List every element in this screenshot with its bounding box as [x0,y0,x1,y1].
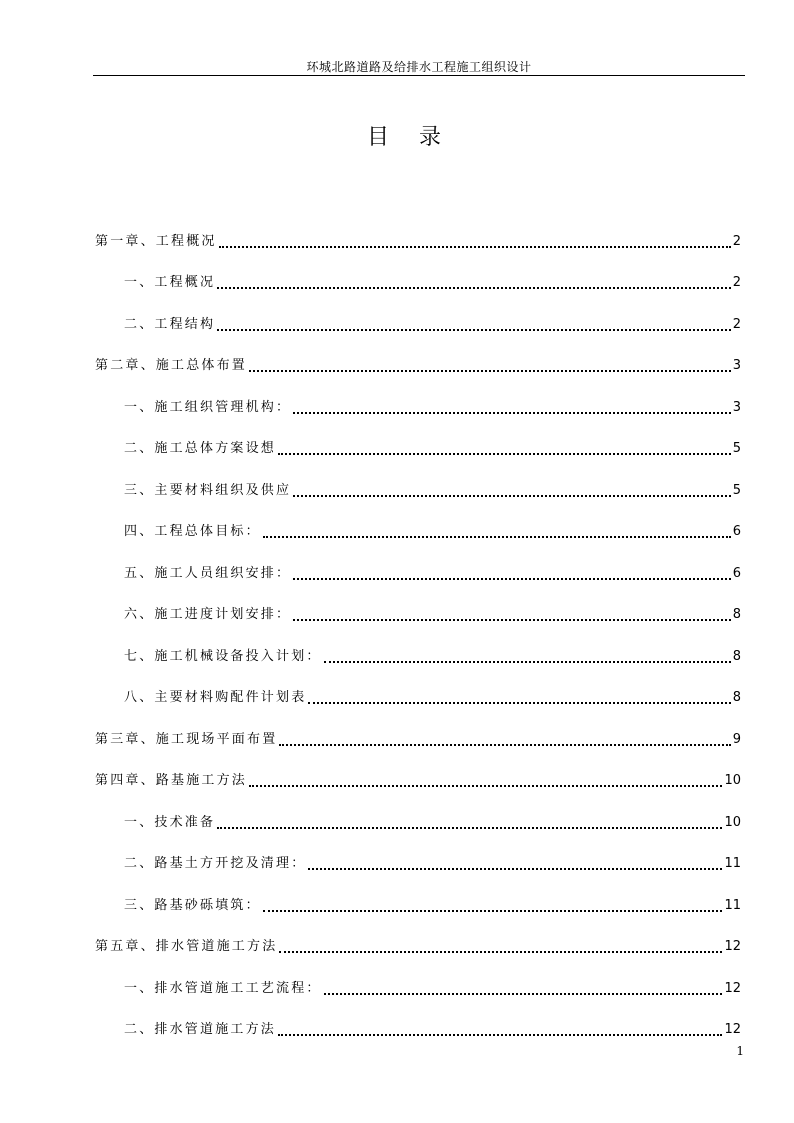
toc-entry-label: 八、主要材料购配件计划表 [124,690,307,705]
toc-entry[interactable] [95,625,741,667]
toc-entry[interactable] [95,210,741,252]
toc-entry-label: 第二章、施工总体布置 [95,358,248,373]
toc-entry[interactable] [95,874,741,916]
toc-entry[interactable] [95,957,741,999]
toc-entry[interactable] [95,293,741,335]
toc-leader-dots [219,246,731,248]
toc-leader-dots [324,993,723,995]
toc-entry-label: 一、技术准备 [124,814,216,830]
running-header: 环城北路道路及给排水工程施工组织设计 [306,60,532,74]
toc-entry-label: 七、施工机械设备投入计划： [124,648,322,664]
toc-entry-page: 8 [732,648,741,664]
toc-leader-dots [217,329,731,331]
toc-leader-dots [293,495,731,497]
toc-leader-dots [293,578,731,580]
toc-entry-label: 三、主要材料组织及供应 [124,482,292,498]
toc-entry[interactable] [95,252,741,294]
toc-entry[interactable] [95,335,741,377]
toc-entry[interactable] [95,584,741,626]
toc-entry-page: 11 [724,897,741,913]
toc-entry-label: 二、工程结构 [124,316,216,332]
toc-entry-page: 6 [732,524,741,539]
toc-entry-page: 2 [732,316,741,332]
toc-title: 目录 [366,125,471,150]
toc-entry-page: 12 [724,980,741,996]
toc-entry[interactable] [95,501,741,543]
toc-entry-page: 12 [724,939,741,954]
toc-leader-dots [293,412,731,414]
toc-entry-label: 二、路基土方开挖及清理： [124,856,307,871]
toc-leader-dots [249,785,722,787]
toc-leader-dots [263,910,723,912]
toc-entry[interactable] [95,916,741,958]
toc-entry[interactable] [95,418,741,460]
toc-entry-label: 一、工程概况 [124,275,216,290]
toc-list [95,210,741,1040]
toc-entry-page: 3 [732,358,741,373]
toc-entry-page: 5 [732,441,741,456]
toc-entry-page: 10 [724,773,741,788]
toc-entry-label: 二、排水管道施工方法 [124,1022,277,1037]
toc-entry[interactable] [95,833,741,875]
toc-leader-dots [308,702,730,704]
toc-entry-page: 11 [724,856,741,871]
toc-entry-page: 8 [732,607,741,622]
toc-entry-label: 六、施工进度计划安排： [124,607,292,622]
toc-leader-dots [324,661,731,663]
toc-entry-page: 5 [732,482,741,498]
toc-entry[interactable] [95,542,741,584]
toc-entry-page: 8 [732,690,741,705]
toc-leader-dots [263,536,731,538]
toc-entry-page: 2 [732,233,741,249]
toc-entry-label: 第一章、工程概况 [95,233,217,249]
toc-entry-page: 3 [732,399,741,415]
toc-leader-dots [278,453,731,455]
toc-entry-label: 四、工程总体目标： [124,524,261,539]
toc-entry-label: 二、施工总体方案设想 [124,441,277,456]
toc-leader-dots [308,868,722,870]
toc-entry-label: 三、路基砂砾填筑： [124,897,261,913]
toc-entry-page: 6 [732,565,741,581]
toc-leader-dots [249,370,731,372]
toc-entry-label: 一、施工组织管理机构： [124,399,292,415]
toc-entry-label: 一、排水管道施工工艺流程： [124,980,322,996]
toc-entry-page: 2 [732,275,741,290]
header-rule [93,75,745,76]
toc-entry[interactable] [95,708,741,750]
toc-entry-label: 第四章、路基施工方法 [95,773,248,788]
toc-entry[interactable] [95,459,741,501]
toc-entry[interactable] [95,376,741,418]
toc-entry-label: 五、施工人员组织安排： [124,565,292,581]
toc-entry-page: 12 [724,1022,741,1037]
toc-leader-dots [293,619,731,621]
toc-entry-page: 10 [724,814,741,830]
toc-leader-dots [217,827,722,829]
toc-leader-dots [279,951,722,953]
toc-entry-label: 第五章、排水管道施工方法 [95,939,278,954]
toc-leader-dots [278,1034,722,1036]
toc-entry[interactable] [95,791,741,833]
toc-entry[interactable] [95,750,741,792]
toc-entry[interactable] [95,667,741,709]
toc-entry[interactable] [95,999,741,1041]
toc-leader-dots [279,744,730,746]
toc-leader-dots [217,287,731,289]
toc-entry-page: 9 [732,731,741,747]
toc-entry-label: 第三章、施工现场平面布置 [95,731,278,747]
page-number: 1 [736,1044,744,1058]
